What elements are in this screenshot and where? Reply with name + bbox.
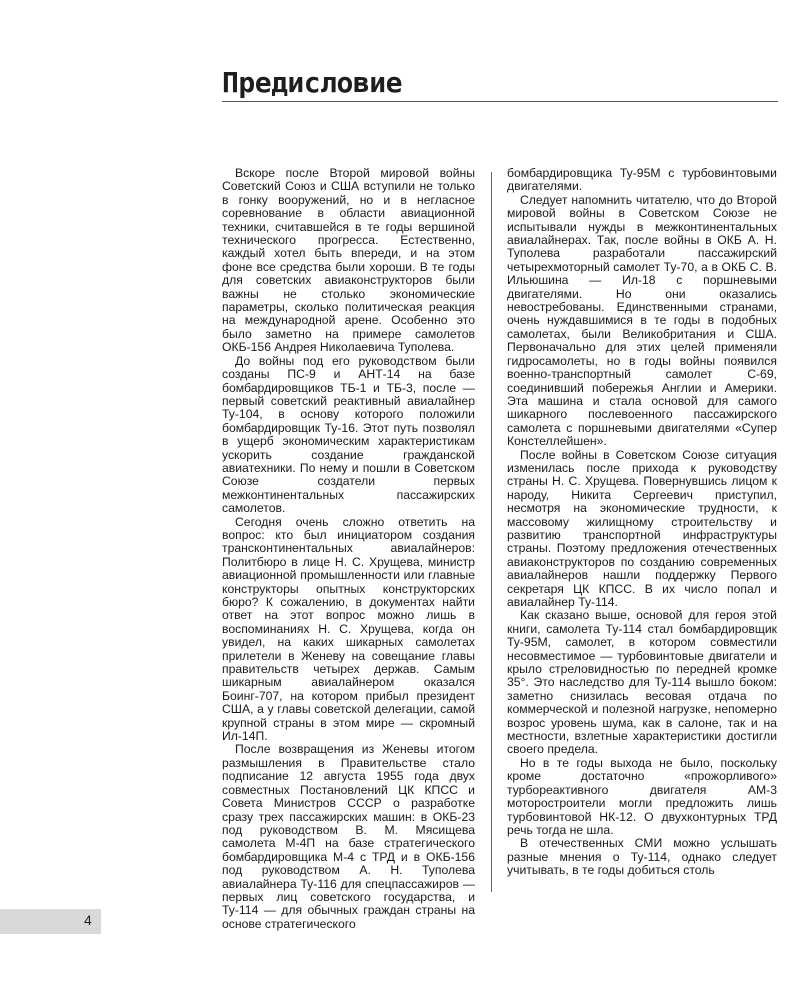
paragraph: Но в те годы выхода не было, поскольку кроме достаточно «прожорливого» турбореактивного двигателя АМ-3 моторостроители могли предложить лишь турбовинтовой НК-12. О двухконтурных ТРД речь тогда не шла. — [507, 755, 777, 837]
column-divider — [491, 172, 492, 892]
paragraph: До войны под его руководством были созданы ПС-9 и АНТ-14 на базе бомбардировщиков ТБ-1 и ТБ-3, после — первый советский реактивный авиалайнер Ту-104, в основу которого положили бомбардировщик Ту-16. Этот путь позволял в ущерб экономическим характеристикам ускорить создание гражданской авиатехники. По нему и пошли в Советском Союзе создатели первых межконтинентальных пассажирских самолетов. — [222, 353, 475, 516]
title-underline — [222, 101, 778, 102]
paragraph: В отечественных СМИ можно услышать разные мнения о Ту-114, однако следует учитывать, в те годы добиться столь — [507, 836, 777, 878]
paragraph: Как сказано выше, основой для героя этой книги, самолета Ту-114 стал бомбардировщик Ту-95М, самолет, в котором совместили несовместимое — турбовинтовые двигатели и крыло стреловидностью по передней кромке 35°. Это наследство для Ту-114 вышло боком: заметно снизилась весовая отдача по коммерческой и полезной нагрузке, непомерно возрос уровень шума, как в салоне, так и на местности, взлетные характеристики достигли своего предела. — [507, 608, 777, 757]
paragraph: После войны в Советском Союзе ситуация изменилась после прихода к руководству страны Н. С. Хрущева. Повернувшись лицом к народу, Никита Сергеевич приступил, несмотря на экономические трудности, к массовому жилищному строительству и развитию транспортной инфраструктуры страны. Поэтому предложения отечественных авиаконструкторов по созданию современных авиалайнеров нашли поддержку Первого секретаря ЦК КПСС. В их число попал и авиалайнер Ту-114. — [507, 447, 777, 609]
paragraph-continuation: бомбардировщика Ту-95М с турбовинтовыми двигателями. — [507, 166, 777, 194]
page-title: Предисловие — [222, 66, 402, 99]
paragraph: Сегодня очень сложно ответить на вопрос: кто был инициатором создания трансконтинентальных авиалайнеров: Политбюро в лице Н. С. Хрущева, министр авиационной промышленности или главные конструкторы опытных конструкторских бюро? К сожалению, в документах найти ответ на этот вопрос можно лишь в воспоминаниях Н. С. Хрущева, когда он увидел, на каких шикарных самолетах прилетели в Женеву на совещание главы правительств четырех держав. Самым шикарным авиалайнером оказался Боинг-707, на котором прибыл президент США, а у главы советской делегации, самой крупной страны в этом мире — скромный Ил-14П. — [222, 514, 475, 744]
page-number: 4 — [84, 912, 92, 928]
paragraph: После возвращения из Женевы итогом размышления в Правительстве стало подписание 12 августа 1955 года двух совместных Постановлений ЦК КПСС и Совета Министров СССР о разработке сразу трех пассажирских машин: в ОКБ-23 под руководством В. М. Мясищева самолета М-4П на базе стратегического бомбардировщика М-4 с ТРД и в ОКБ-156 под руководством А. Н. Туполева авиалайнера Ту-116 для спецпассажиров — первых лиц советского государства, и Ту-114 — для обычных граждан страны на основе стратегического — [222, 742, 475, 931]
paragraph: Следует напомнить читателю, что до Второй мировой войны в Советском Союзе не испытывали нужды в межконтинентальных авиалайнерах. Так, после войны в ОКБ А. Н. Туполева разработали пассажирский четырехмоторный самолет Ту-70, а в ОКБ С. В. Ильюшина — Ил-18 с поршневыми двигателями. Но они оказались невостребованы. Единственными странами, очень нуждавшимися в те годы в подобных самолетах, были Великобритания и США. Первоначально для этих целей применяли гидросамолеты, но в годы войны появился военно-транспортный самолет С-69, соединивший побережья Англии и Америки. Эта машина и стала основой для самого шикарного послевоенного пассажирского самолета с поршневыми двигателями «Супер Констеллейшен». — [507, 192, 777, 449]
right-column — [507, 167, 777, 878]
paragraph: Вскоре после Второй мировой войны Советский Союз и США вступили не только в гонку вооружений, но и в негласное соревнование в области авиационной техники, считавшейся в те годы вершиной технического прогресса. Естественно, каждый хотел быть впереди, и на этом фоне все средства были хороши. В те годы для советских авиаконструкторов были важны не столько экономические параметры, сколько политическая реакция на международной арене. Особенно это было заметно на примере самолетов ОКБ-156 Андрея Николаевича Туполева. — [222, 166, 475, 355]
left-column — [222, 167, 475, 931]
